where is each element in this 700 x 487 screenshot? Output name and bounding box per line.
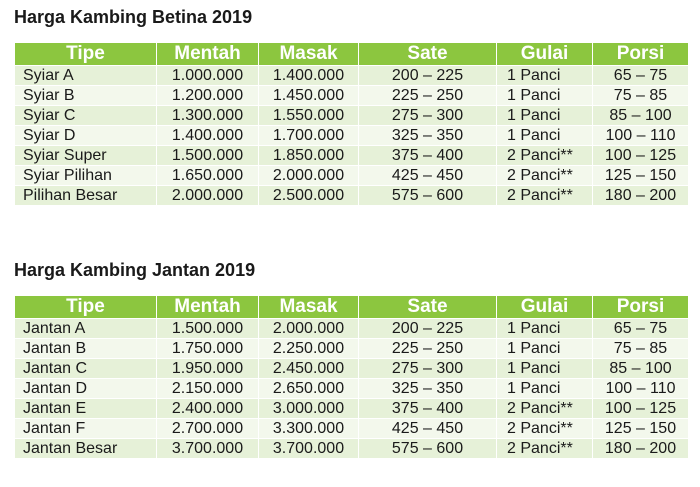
cell-tipe: Jantan D xyxy=(15,379,157,399)
cell-sate: 425 – 450 xyxy=(359,166,497,186)
cell-tipe: Jantan Besar xyxy=(15,439,157,459)
cell-gulai: 1 Panci xyxy=(497,86,593,106)
cell-masak: 2.650.000 xyxy=(259,379,359,399)
table-row xyxy=(15,319,689,339)
cell-gulai: 2 Panci** xyxy=(497,399,593,419)
cell-sate: 325 – 350 xyxy=(359,126,497,146)
price-table-betina xyxy=(14,42,689,206)
cell-gulai: 1 Panci xyxy=(497,379,593,399)
cell-masak: 1.700.000 xyxy=(259,126,359,146)
cell-tipe: Syiar Super xyxy=(15,146,157,166)
cell-tipe: Pilihan Besar xyxy=(15,186,157,206)
table-body-jantan xyxy=(15,319,689,459)
cell-sate: 225 – 250 xyxy=(359,86,497,106)
table-row xyxy=(15,339,689,359)
cell-masak: 1.850.000 xyxy=(259,146,359,166)
cell-tipe: Syiar A xyxy=(15,66,157,86)
cell-mentah: 1.500.000 xyxy=(157,146,259,166)
header-sate: Sate xyxy=(359,296,497,319)
header-masak: Masak xyxy=(259,43,359,66)
header-porsi: Porsi xyxy=(593,43,689,66)
cell-gulai: 2 Panci** xyxy=(497,166,593,186)
cell-mentah: 3.700.000 xyxy=(157,439,259,459)
cell-gulai: 2 Panci** xyxy=(497,146,593,166)
cell-sate: 200 – 225 xyxy=(359,319,497,339)
cell-masak: 2.250.000 xyxy=(259,339,359,359)
cell-gulai: 1 Panci xyxy=(497,126,593,146)
header-tipe: Tipe xyxy=(15,296,157,319)
table-row xyxy=(15,86,689,106)
cell-sate: 275 – 300 xyxy=(359,106,497,126)
cell-gulai: 2 Panci** xyxy=(497,439,593,459)
cell-gulai: 1 Panci xyxy=(497,359,593,379)
cell-masak: 2.000.000 xyxy=(259,166,359,186)
cell-mentah: 1.000.000 xyxy=(157,66,259,86)
table-row xyxy=(15,419,689,439)
cell-mentah: 1.400.000 xyxy=(157,126,259,146)
cell-porsi: 180 – 200 xyxy=(593,439,689,459)
table-title-jantan: Harga Kambing Jantan 2019 xyxy=(14,260,256,280)
cell-porsi: 65 – 75 xyxy=(593,66,689,86)
cell-gulai: 1 Panci xyxy=(497,106,593,126)
header-mentah: Mentah xyxy=(157,43,259,66)
cell-sate: 375 – 400 xyxy=(359,399,497,419)
cell-masak: 2.500.000 xyxy=(259,186,359,206)
cell-sate: 275 – 300 xyxy=(359,359,497,379)
cell-tipe: Jantan F xyxy=(15,419,157,439)
cell-sate: 575 – 600 xyxy=(359,439,497,459)
cell-gulai: 2 Panci** xyxy=(497,186,593,206)
cell-porsi: 100 – 110 xyxy=(593,379,689,399)
cell-mentah: 2.700.000 xyxy=(157,419,259,439)
cell-tipe: Syiar B xyxy=(15,86,157,106)
table-row xyxy=(15,379,689,399)
header-porsi: Porsi xyxy=(593,296,689,319)
header-tipe: Tipe xyxy=(15,43,157,66)
cell-masak: 3.000.000 xyxy=(259,399,359,419)
table-row xyxy=(15,106,689,126)
cell-sate: 325 – 350 xyxy=(359,379,497,399)
cell-mentah: 1.300.000 xyxy=(157,106,259,126)
cell-tipe: Jantan B xyxy=(15,339,157,359)
table-body-betina xyxy=(15,66,689,206)
cell-masak: 2.000.000 xyxy=(259,319,359,339)
cell-gulai: 1 Panci xyxy=(497,66,593,86)
cell-porsi: 65 – 75 xyxy=(593,319,689,339)
cell-masak: 1.550.000 xyxy=(259,106,359,126)
table-row xyxy=(15,166,689,186)
cell-porsi: 100 – 125 xyxy=(593,399,689,419)
table-row xyxy=(15,359,689,379)
table-row xyxy=(15,399,689,419)
cell-porsi: 85 – 100 xyxy=(593,106,689,126)
cell-porsi: 125 – 150 xyxy=(593,166,689,186)
cell-sate: 425 – 450 xyxy=(359,419,497,439)
cell-mentah: 1.650.000 xyxy=(157,166,259,186)
cell-mentah: 1.750.000 xyxy=(157,339,259,359)
cell-mentah: 2.400.000 xyxy=(157,399,259,419)
header-masak: Masak xyxy=(259,296,359,319)
cell-sate: 225 – 250 xyxy=(359,339,497,359)
cell-tipe: Syiar D xyxy=(15,126,157,146)
cell-mentah: 1.200.000 xyxy=(157,86,259,106)
cell-tipe: Syiar C xyxy=(15,106,157,126)
cell-gulai: 1 Panci xyxy=(497,339,593,359)
cell-masak: 1.400.000 xyxy=(259,66,359,86)
header-gulai: Gulai xyxy=(497,43,593,66)
cell-porsi: 125 – 150 xyxy=(593,419,689,439)
cell-mentah: 2.150.000 xyxy=(157,379,259,399)
cell-tipe: Jantan E xyxy=(15,399,157,419)
cell-tipe: Syiar Pilihan xyxy=(15,166,157,186)
cell-masak: 3.300.000 xyxy=(259,419,359,439)
cell-porsi: 100 – 110 xyxy=(593,126,689,146)
table-header-row xyxy=(15,43,689,66)
table-row xyxy=(15,186,689,206)
cell-tipe: Jantan A xyxy=(15,319,157,339)
cell-masak: 3.700.000 xyxy=(259,439,359,459)
cell-masak: 2.450.000 xyxy=(259,359,359,379)
cell-mentah: 2.000.000 xyxy=(157,186,259,206)
table-header-row xyxy=(15,296,689,319)
cell-porsi: 85 – 100 xyxy=(593,359,689,379)
table-row xyxy=(15,439,689,459)
cell-sate: 575 – 600 xyxy=(359,186,497,206)
cell-mentah: 1.950.000 xyxy=(157,359,259,379)
table-title-betina: Harga Kambing Betina 2019 xyxy=(14,7,253,27)
header-mentah: Mentah xyxy=(157,296,259,319)
cell-mentah: 1.500.000 xyxy=(157,319,259,339)
price-table-jantan xyxy=(14,295,689,459)
cell-porsi: 75 – 85 xyxy=(593,86,689,106)
table-row xyxy=(15,146,689,166)
table-row xyxy=(15,66,689,86)
cell-masak: 1.450.000 xyxy=(259,86,359,106)
cell-gulai: 1 Panci xyxy=(497,319,593,339)
header-sate: Sate xyxy=(359,43,497,66)
cell-sate: 375 – 400 xyxy=(359,146,497,166)
cell-gulai: 2 Panci** xyxy=(497,419,593,439)
table-row xyxy=(15,126,689,146)
cell-tipe: Jantan C xyxy=(15,359,157,379)
cell-porsi: 75 – 85 xyxy=(593,339,689,359)
cell-porsi: 180 – 200 xyxy=(593,186,689,206)
cell-porsi: 100 – 125 xyxy=(593,146,689,166)
header-gulai: Gulai xyxy=(497,296,593,319)
cell-sate: 200 – 225 xyxy=(359,66,497,86)
